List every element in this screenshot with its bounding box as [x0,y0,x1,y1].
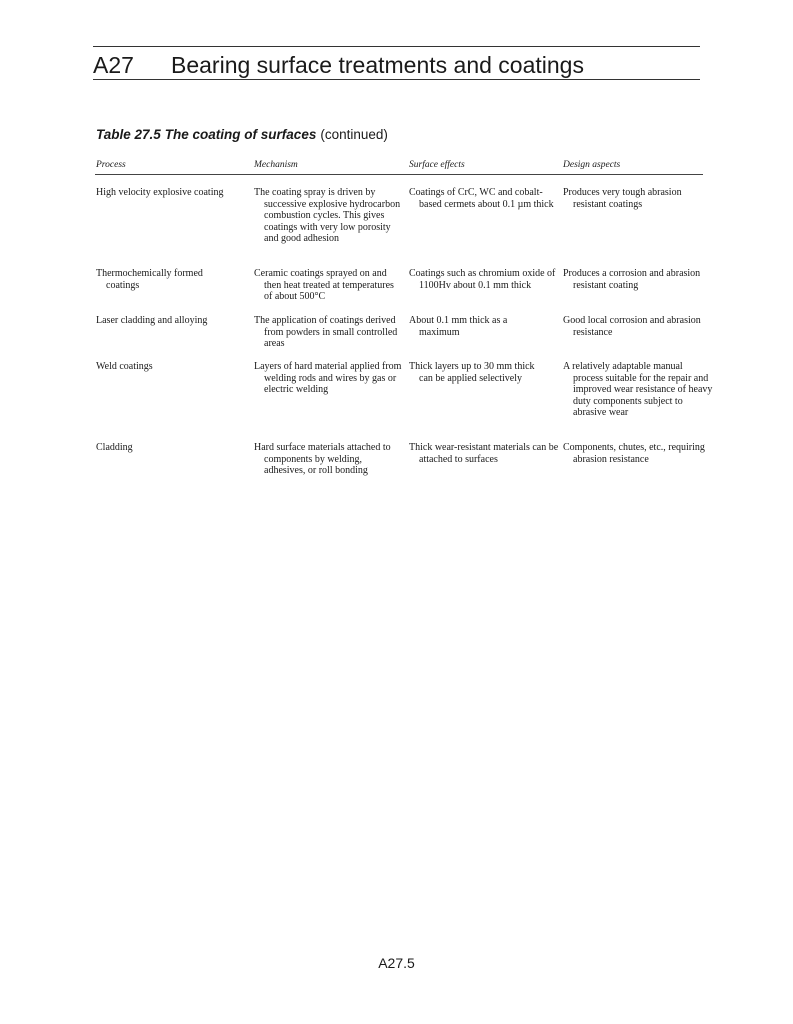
table-header-rule [95,174,703,175]
header-rule-top [93,46,700,47]
column-header-surface-effects: Surface effects [409,160,465,170]
section-code: A27 [93,52,134,78]
page-header [93,50,700,80]
table-cell-mechanism: Hard surface materials attached to components by welding, adhesives, or roll bonding [254,442,391,477]
table-cell-mechanism: The coating spray is driven by successive explosive hydrocarbon combustion cycles. This gives coatings with very low porosity and good adhesion [254,187,401,245]
column-header-mechanism: Mechanism [254,160,298,170]
table-cell-process: Laser cladding and alloying [96,315,208,326]
table-cell-process: Cladding [96,442,133,453]
table-cell-mechanism: Layers of hard material applied from welding rods and wires by gas or electric welding [254,361,402,396]
page-number: A27.5 [378,955,415,971]
table-cell-design-aspects: Produces a corrosion and abrasion resistant coating [563,268,701,291]
table-cell-design-aspects: A relatively adaptable manual process suitable for the repair and improved wear resistance of heavy duty components subject to abrasive wear [563,361,713,419]
table-cell-design-aspects: Good local corrosion and abrasion resistance [563,315,701,338]
table-cell-surface-effects: Coatings of CrC, WC and cobalt-based cermets about 0.1 µm thick [409,187,554,210]
table-cell-surface-effects: Thick wear-resistant materials can be attached to surfaces [409,442,559,465]
column-header-design-aspects: Design aspects [563,160,621,170]
table-caption [96,127,388,142]
table-cell-process: Thermochemically formed coatings [96,268,203,291]
table-caption-suffix: (continued) [320,127,388,142]
table-cell-mechanism: Ceramic coatings sprayed on and then heat treated at temperatures of about 500°C [254,268,394,303]
table-cell-design-aspects: Produces very tough abrasion resistant coatings [563,187,682,210]
page-title: Bearing surface treatments and coatings [171,52,584,78]
header-rule-bottom [93,79,700,80]
table-title: The coating of surfaces [164,127,317,142]
table-cell-design-aspects: Components, chutes, etc., requiring abrasion resistance [563,442,705,465]
table-cell-process: High velocity explosive coating [96,187,224,198]
column-header-process: Process [96,160,126,170]
table-cell-surface-effects: Thick layers up to 30 mm thick can be applied selectively [409,361,535,384]
table-cell-surface-effects: About 0.1 mm thick as a maximum [409,315,508,338]
table-cell-mechanism: The application of coatings derived from powders in small controlled areas [254,315,398,350]
table-number: Table 27.5 [96,127,161,142]
table-cell-surface-effects: Coatings such as chromium oxide of 1100Hv about 0.1 mm thick [409,268,556,291]
table-cell-process: Weld coatings [96,361,153,372]
